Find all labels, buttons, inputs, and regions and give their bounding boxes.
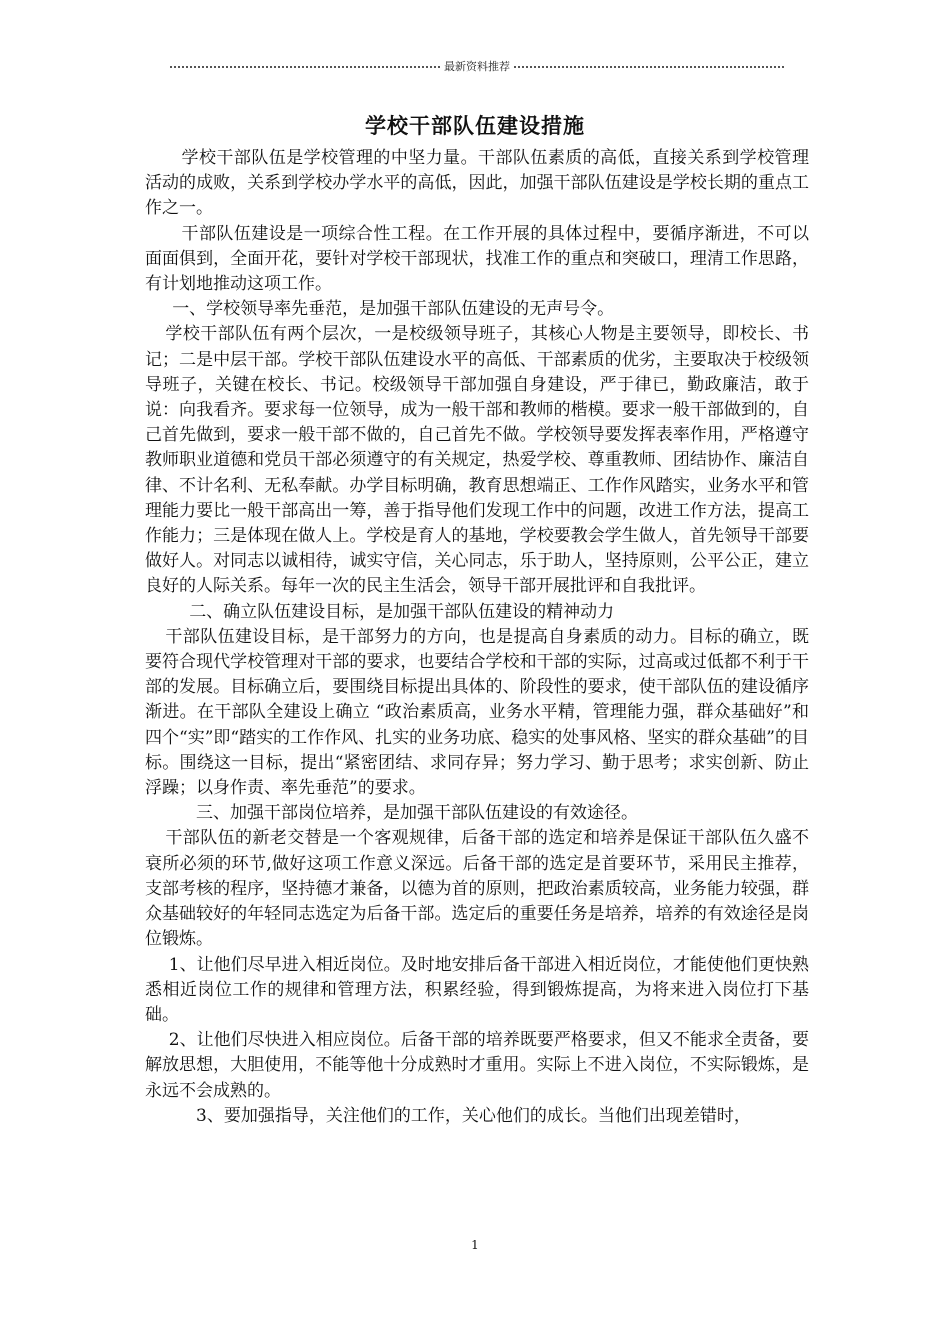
- section-heading-2: 二、确立队伍建设目标，是加强干部队伍建设的精神动力: [189, 601, 615, 622]
- page-header: [170, 58, 784, 74]
- paragraph-section-2: 干部队伍建设目标，是干部努力的方向，也是提高自身素质的动力。目标的确立，既要符合现代学校管理对干部的要求，也要结合学校和干部的实际，过高或过低都不利于干部的发展。目标确立后，要围绕目标提出具体的、阶段性的要求，使干部队伍的建设循序渐进。在干部队全建设上确立 “政治素质高，业务水平精，管理能力强，群众基础好”和四个“实”即“踏实的工作作风、扎实的业务功底、稳实的处事风格、坚实的群众基础”的目标。围绕这一目标，提出“紧密团结、求同存异；努力学习、勤于思考；求实创新、防止浮躁；以身作责、率先垂范”的要求。: [145, 626, 809, 799]
- page-number: 1: [471, 1238, 479, 1252]
- header-dotted-rule-left: [170, 66, 440, 68]
- header-dotted-rule-right: [514, 66, 784, 68]
- list-item-1: 1、让他们尽早进入相近岗位。及时地安排后备干部进入相近岗位，才能使他们更快熟悉相近岗位工作的规律和管理方法，积累经验，得到锻炼提高，为将来进入岗位打下基础。: [145, 954, 809, 1025]
- paragraph-section-1: 学校干部队伍有两个层次，一是校级领导班子，其核心人物是主要领导，即校长、书记；二是中层干部。学校干部队伍建设水平的高低、干部素质的优劣，主要取决于校级领导班子，关键在校长、书记。校级领导干部加强自身建设，严于律已，勤政廉洁，敢于说：向我看齐。要求每一位领导，成为一般干部和教师的楷模。要求一般干部做到的，自己首先做到，要求一般干部不做的，自己首先不做。学校领导要发挥表率作用，严格遵守教师职业道德和党员干部必须遵守的有关规定，热爱学校、尊重教师、团结协作、廉洁自律、不计名利、无私奉献。办学目标明确，教育思想端正、工作作风踏实，业务水平和管理能力要比一般干部高出一筹，善于指导他们发现工作中的问题，改进工作方法，提高工作能力；三是体现在做人上。学校是育人的基地，学校要教会学生做人，首先领导干部要做好人。对同志以诚相待，诚实守信，关心同志，乐于助人，坚持原则，公平公正，建立良好的人际关系。每年一次的民主生活会，领导干部开展批评和自我批评。: [145, 324, 809, 597]
- section-heading-3: 三、加强干部岗位培养，是加强干部队伍建设的有效途径。: [196, 803, 638, 824]
- document-body: [145, 146, 809, 1129]
- document-title: 学校干部队伍建设措施: [365, 114, 585, 138]
- list-item-2: 2、让他们尽快进入相应岗位。后备干部的培养既要严格要求，但又不能求全责备，要解放思想，大胆使用，不能等他十分成熟时才重用。实际上不进入岗位，不实际锻炼，是永远不会成熟的。: [145, 1030, 809, 1101]
- paragraph-intro: 学校干部队伍是学校管理的中坚力量。干部队伍素质的高低，直接关系到学校管理活动的成败，关系到学校办学水平的高低，因此，加强干部队伍建设是学校长期的重点工作之一。: [145, 148, 809, 219]
- header-label: 最新资料推荐: [444, 60, 510, 73]
- paragraph-section-3: 干部队伍的新老交替是一个客观规律，后备干部的选定和培养是保证干部队伍久盛不衰所必须的环节,做好这项工作意义深远。后备干部的选定是首要环节，采用民主推荐，支部考核的程序，坚持德才兼备，以德为首的原则，把政治素质较高，业务能力较强，群众基础较好的年轻同志选定为后备干部。选定后的重要任务是培养，培养的有效途径是岗位锻炼。: [145, 828, 809, 950]
- section-heading-1: 一、学校领导率先垂范，是加强干部队伍建设的无声号令。: [172, 299, 615, 320]
- paragraph-overview: 干部队伍建设是一项综合性工程。在工作开展的具体过程中，要循序渐进，不可以面面俱到，全面开花，要针对学校干部现状，找准工作的重点和突破口，理清工作思路，有计划地推动这项工作。: [145, 223, 809, 295]
- list-item-3: 3、要加强指导，关注他们的工作，关心他们的成长。当他们出现差错时，: [196, 1105, 751, 1126]
